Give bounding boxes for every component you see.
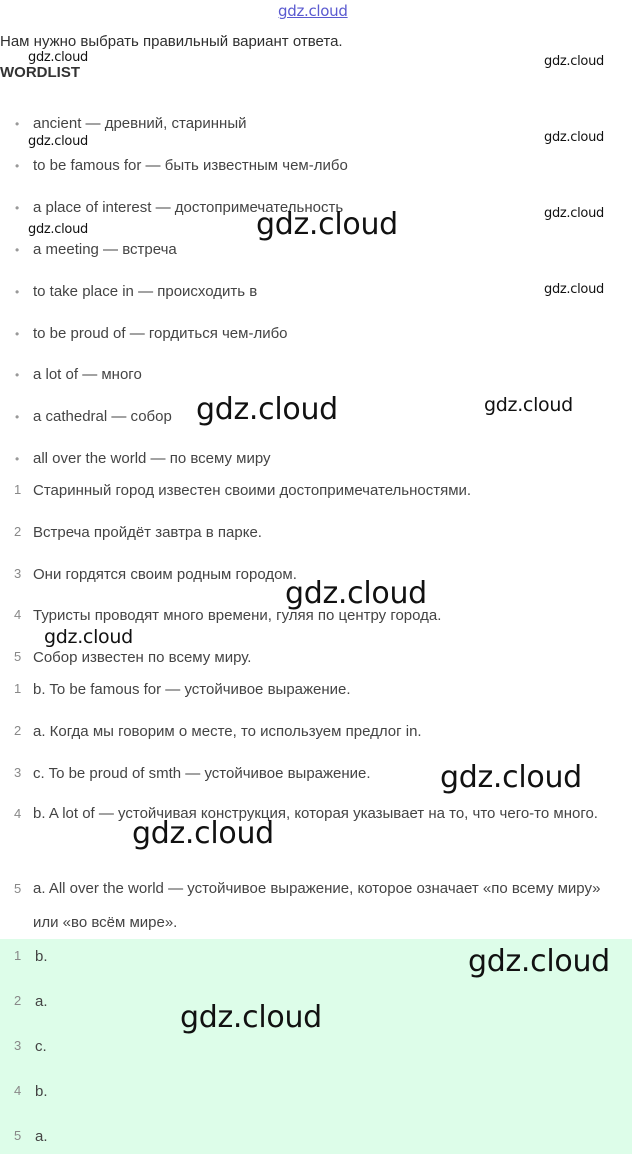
watermark-label: gdz.cloud — [484, 394, 573, 416]
bullet-icon: • — [15, 117, 20, 131]
sentence-text: Они гордятся своим родным городом. — [33, 566, 297, 583]
watermark-label: gdz.cloud — [544, 206, 604, 221]
bullet-icon: • — [15, 243, 20, 257]
item-number: 5 — [14, 881, 22, 896]
wordlist-item-text: to take place in — происходить в — [33, 283, 258, 300]
bullet-icon: • — [15, 327, 20, 341]
watermark-label: gdz.cloud — [544, 130, 604, 145]
item-number: 1 — [14, 948, 22, 963]
item-number: 5 — [14, 649, 22, 664]
item-number: 2 — [14, 723, 22, 738]
explanation-text: a. All over the world — устойчивое выражение, которое означает «по всему миру» или «во всём мире». — [33, 880, 601, 931]
watermark-label: gdz.cloud — [544, 282, 604, 297]
item-number: 2 — [14, 993, 22, 1008]
bullet-icon: • — [15, 452, 20, 466]
watermark-label: gdz.cloud — [440, 760, 582, 795]
wordlist-item-text: to be famous for — быть известным чем-либо — [33, 157, 348, 174]
item-number: 4 — [14, 806, 22, 821]
wordlist-item-text: ancient — древний, старинный — [33, 115, 247, 132]
wordlist-item-text: a place of interest — достопримечательность — [33, 199, 344, 216]
sentence-text: Туристы проводят много времени, гуляя по центру города. — [33, 607, 442, 624]
watermark-label: gdz.cloud — [28, 50, 88, 65]
answer-text: c. — [35, 1038, 47, 1055]
sentence-text: Встреча пройдёт завтра в парке. — [33, 524, 262, 541]
item-number: 3 — [14, 566, 22, 581]
item-number: 1 — [14, 681, 22, 696]
explanation-text: b. A lot of — устойчивая конструкция, которая указывает на то, что чего-то много. — [33, 805, 598, 822]
answer-text: a. — [35, 993, 48, 1010]
watermark-top[interactable]: gdz.cloud — [278, 2, 348, 20]
wordlist-heading: WORDLIST — [0, 64, 80, 81]
explanation-text: a. Когда мы говорим о месте, то используем предлог in. — [33, 723, 422, 740]
bullet-icon: • — [15, 285, 20, 299]
answer-text: b. — [35, 948, 48, 965]
item-number: 3 — [14, 765, 22, 780]
item-number: 2 — [14, 524, 22, 539]
watermark-label: gdz.cloud — [132, 816, 274, 851]
item-number: 4 — [14, 607, 22, 622]
wordlist-item-text: a meeting — встреча — [33, 241, 177, 258]
bullet-icon: • — [15, 159, 20, 173]
item-number: 5 — [14, 1128, 22, 1143]
wordlist-item-text: a lot of — много — [33, 366, 142, 383]
watermark-label: gdz.cloud — [285, 576, 427, 611]
bullet-icon: • — [15, 368, 20, 382]
answer-text: a. — [35, 1128, 48, 1145]
wordlist-item-text: to be proud of — гордиться чем-либо — [33, 325, 288, 342]
explanation-text: c. To be proud of smth — устойчивое выражение. — [33, 765, 371, 782]
item-number: 3 — [14, 1038, 22, 1053]
watermark-label: gdz.cloud — [28, 222, 88, 237]
sentence-text: Старинный город известен своими достопримечательностями. — [33, 482, 472, 499]
wordlist-item-text: all over the world — по всему миру — [33, 450, 271, 467]
watermark-label: gdz.cloud — [256, 207, 398, 242]
watermark-label: gdz.cloud — [468, 944, 610, 979]
sentence-text: Собор известен по всему миру. — [33, 649, 252, 666]
item-number: 1 — [14, 482, 22, 497]
watermark-label: gdz.cloud — [28, 134, 88, 149]
bullet-icon: • — [15, 201, 20, 215]
answer-text: b. — [35, 1083, 48, 1100]
explanation-text: b. To be famous for — устойчивое выражение. — [33, 681, 351, 698]
bullet-icon: • — [15, 410, 20, 424]
watermark-label: gdz.cloud — [544, 54, 604, 69]
watermark-label: gdz.cloud — [196, 392, 338, 427]
watermark-label: gdz.cloud — [180, 1000, 322, 1035]
intro-text: Нам нужно выбрать правильный вариант ответа. — [0, 33, 343, 50]
wordlist-item-text: a cathedral — собор — [33, 408, 172, 425]
item-number: 4 — [14, 1083, 22, 1098]
watermark-label: gdz.cloud — [44, 626, 133, 648]
